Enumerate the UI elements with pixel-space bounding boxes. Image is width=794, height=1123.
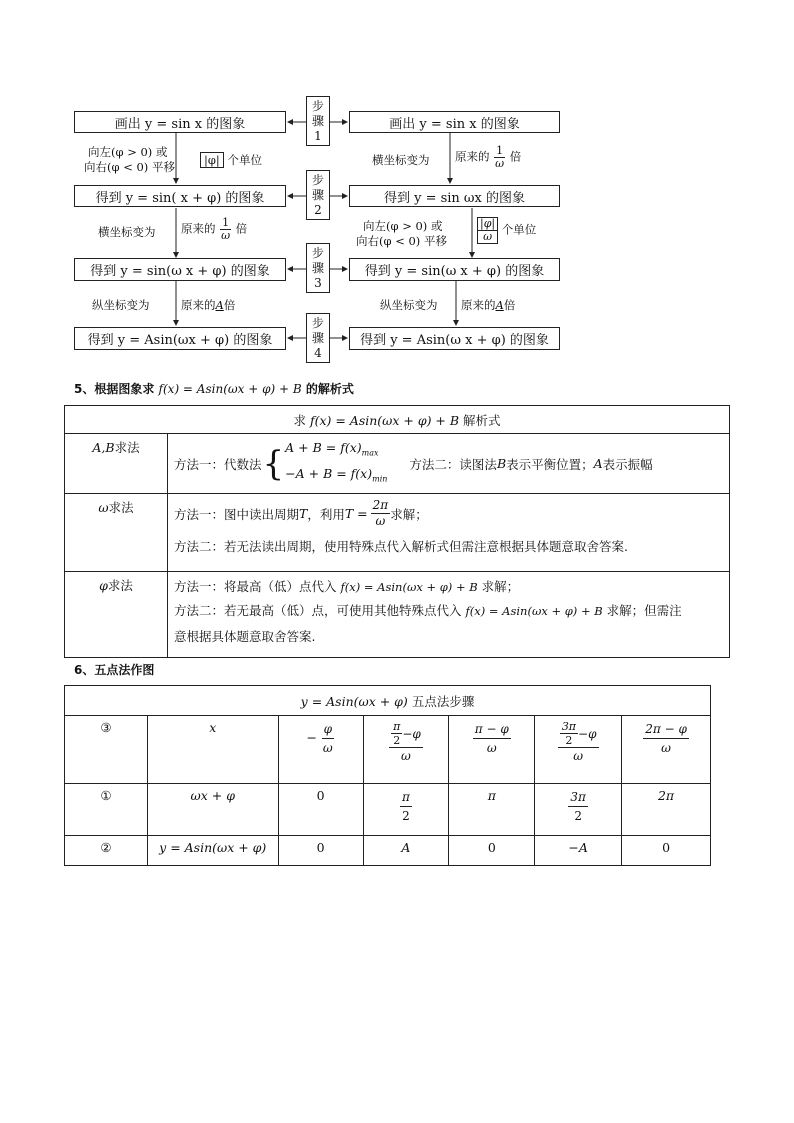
header-c4 [449, 716, 535, 784]
right-scale-x-prefix: 横坐标变为 [372, 153, 430, 167]
fraction [400, 788, 412, 825]
title-suffix: 五点法步骤 [411, 693, 475, 709]
fraction [493, 145, 506, 170]
row-content-ab [168, 434, 730, 494]
frac-den: ω [486, 741, 497, 755]
row1-c3 [363, 784, 449, 836]
row2-c1: y = Asin(ωx + φ) [147, 836, 278, 866]
inner-den: 2 [393, 734, 401, 747]
frac-den: ω [495, 157, 505, 170]
fraction [321, 720, 335, 757]
step-char: 骤 [311, 331, 324, 345]
header-c5 [535, 716, 622, 784]
row2-c5: −A [535, 836, 622, 866]
frac-den: ω [661, 741, 671, 755]
method1-prefix: 方法一：代数法 [174, 456, 262, 472]
row1-c6: 2π [622, 784, 711, 836]
frac-num: 1 [496, 144, 504, 157]
step-number: 2 [314, 203, 322, 217]
period-fraction [371, 498, 391, 529]
label-var: ω [98, 500, 109, 515]
header-c2 [278, 716, 363, 784]
row-label-omega [65, 494, 168, 572]
eq1-text: A + B = f(x) [285, 440, 362, 455]
frac-den: 2 [402, 809, 410, 823]
left-box-4: 得到 y = Asin(ωx + φ) 的图象 [74, 327, 286, 350]
frac-num: |φ| [480, 217, 496, 230]
row1-c4: π [449, 784, 535, 836]
fraction [568, 788, 588, 825]
frac-den: 2 [574, 809, 582, 823]
header-c6 [622, 716, 711, 784]
method1-suffix: 求解； [481, 579, 520, 594]
frac-num: φ [322, 720, 334, 739]
heading-formula: f(x) = Asin(ωx + φ) + B [158, 382, 302, 396]
var-a: A [593, 456, 603, 471]
method1-prefix: 方法一：图中读出周期 [174, 506, 300, 522]
fraction [219, 217, 232, 242]
scale-x-mid: 原来的 [455, 149, 490, 164]
method2-line2: 意根据具体题意取舍答案. [174, 629, 316, 644]
step-box-3 [306, 243, 330, 293]
section6-heading: 6、五点法作图 [74, 663, 155, 677]
row2-c0: ② [65, 836, 148, 866]
step-char: 骤 [311, 261, 324, 275]
title-formula: y = Asin(ωx + φ) [300, 693, 408, 709]
row-content-phi [168, 572, 730, 658]
title-suffix: 解析式 [463, 412, 501, 428]
inner-num: 3π [561, 720, 577, 733]
method2-formula: f(x) = Asin(ωx + φ) + B [465, 604, 603, 618]
shift-amount: |φ| [200, 152, 224, 168]
left-scale-x-prefix: 横坐标变为 [98, 225, 156, 239]
label-text: 求法 [107, 578, 133, 593]
method2-suffix: 表示振幅 [602, 456, 653, 472]
scale-y-value: A [215, 298, 224, 312]
left-box-2: 得到 y = sin( x + φ) 的图象 [74, 185, 286, 207]
frac-den: ω [375, 514, 386, 528]
frac-den: ω [483, 230, 493, 243]
right-box-2: 得到 y = sin ωx 的图象 [349, 185, 560, 207]
row2-c4: 0 [449, 836, 535, 866]
step-char: 步 [311, 316, 324, 330]
step-char: 骤 [311, 114, 324, 128]
section5-heading [74, 380, 354, 397]
fraction [389, 720, 423, 764]
right-box-3: 得到 y = sin(ω x + φ) 的图象 [349, 258, 560, 281]
equation-1 [285, 438, 387, 464]
frac-den: ω [401, 749, 411, 763]
right-shift-unit [477, 217, 536, 244]
right-shift-line1: 向左(φ > 0) 或 [363, 219, 443, 233]
row-content-omega [168, 494, 730, 572]
fraction [473, 720, 511, 757]
scale-x-suffix: 倍 [235, 221, 248, 236]
row2-c2: 0 [278, 836, 363, 866]
heading-suffix: 的解析式 [305, 382, 354, 396]
num-tail: −φ [578, 726, 597, 741]
method2-text: 方法二：若无法读出周期，使用特殊点代入解析式但需注意根据具体题意取舍答案. [174, 539, 628, 554]
frac-den: ω [573, 749, 584, 763]
inner-den: 2 [565, 734, 573, 747]
step-number: 3 [314, 276, 322, 290]
scale-y-value: A [495, 298, 504, 312]
scale-y-suffix: 倍 [503, 298, 516, 312]
scale-y-text: 原来的 [461, 298, 496, 312]
method2-prefix: 方法二：读图法 [409, 456, 497, 472]
label-var: A,B [92, 440, 115, 455]
sign: − [306, 730, 317, 745]
var-t: T [299, 506, 308, 521]
method1-formula: f(x) = Asin(ωx + φ) + B [340, 580, 478, 594]
fraction [477, 217, 498, 244]
step-char: 步 [311, 246, 324, 260]
method2-suffix: 求解；但需注 [606, 603, 682, 618]
title-formula: f(x) = Asin(ωx + φ) + B [309, 412, 460, 428]
step-box-4 [306, 313, 330, 363]
step-box-1 [306, 96, 330, 146]
frac-num: 2π [372, 498, 389, 512]
step-char: 步 [311, 173, 324, 187]
scale-y-suffix: 倍 [223, 298, 236, 312]
right-scale-y-prefix: 纵坐标变为 [380, 298, 438, 312]
left-scale-y [181, 297, 235, 313]
step-number: 1 [314, 129, 322, 143]
step-char: 步 [311, 99, 324, 113]
row-label-phi [65, 572, 168, 658]
left-shift-line2: 向右(φ < 0) 平移 [84, 160, 175, 174]
method2-mid: 表示平衡位置； [506, 456, 594, 472]
step-box-2 [306, 170, 330, 220]
left-scale-x [181, 217, 247, 242]
shift-unit-suffix: 个单位 [227, 153, 262, 167]
eq1-sub: max [361, 448, 379, 458]
row2-c6: 0 [622, 836, 711, 866]
heading-prefix: 5、根据图象求 [74, 382, 155, 396]
frac-num: π [400, 788, 412, 807]
fraction [558, 720, 599, 764]
step-char: 骤 [311, 188, 324, 202]
scale-x-mid: 原来的 [181, 221, 216, 236]
header-c0: ③ [65, 716, 148, 784]
equation-2 [285, 464, 387, 490]
frac-num: 2π − φ [643, 720, 689, 739]
label-text: 求法 [114, 440, 140, 455]
header-c3 [363, 716, 449, 784]
method1-suffix: 求解； [390, 506, 428, 522]
row-label-ab [65, 434, 168, 494]
fraction [643, 720, 689, 757]
row1-c2: 0 [278, 784, 363, 836]
row2-c3: A [363, 836, 449, 866]
five-point-table [64, 685, 711, 866]
method1-mid: ，利用 [307, 506, 345, 522]
right-scale-y [461, 297, 515, 313]
row1-c0: ① [65, 784, 148, 836]
label-text: 求法 [108, 500, 134, 515]
frac-num: 3π [568, 788, 588, 807]
inner-num: π [393, 720, 401, 733]
frac-num: 1 [222, 216, 230, 229]
var-b: B [496, 456, 507, 471]
right-box-1: 画出 y = sin x 的图象 [349, 111, 560, 133]
method1-prefix: 方法一：将最高（低）点代入 [174, 579, 337, 594]
scale-y-text: 原来的 [181, 298, 216, 312]
header-c1: x [147, 716, 278, 784]
left-scale-y-prefix: 纵坐标变为 [92, 298, 150, 312]
frac-num [558, 720, 599, 748]
title-prefix: 求 [293, 412, 306, 428]
shift-suffix: 个单位 [501, 222, 537, 237]
row1-c5 [535, 784, 622, 836]
eq2-text: −A + B = f(x) [285, 465, 373, 481]
frac-den: ω [322, 741, 333, 755]
right-box-4: 得到 y = Asin(ω x + φ) 的图象 [349, 327, 560, 350]
analysis-table-title [65, 406, 730, 434]
right-shift-line2: 向右(φ < 0) 平移 [356, 234, 447, 248]
row1-c1: ωx + φ [147, 784, 278, 836]
left-shift-line1: 向左(φ > 0) 或 [88, 145, 168, 159]
equation-system [285, 438, 387, 489]
brace-icon: { [262, 443, 285, 484]
right-scale-x [455, 145, 521, 170]
method2-prefix: 方法二：若无最高（低）点，可使用其他特殊点代入 [174, 603, 462, 618]
inner-fraction [391, 720, 402, 747]
left-box-3: 得到 y = sin(ω x + φ) 的图象 [74, 258, 286, 281]
label-var: φ [99, 578, 108, 593]
analysis-table [64, 405, 730, 658]
left-shift-unit [200, 152, 262, 168]
eq2-sub: min [372, 474, 388, 483]
period-eq: T = [344, 506, 368, 521]
frac-num: π − φ [473, 720, 511, 739]
left-box-1: 画出 y = sin x 的图象 [74, 111, 286, 133]
num-tail: −φ [402, 726, 421, 741]
frac-den: ω [221, 229, 231, 242]
scale-x-suffix: 倍 [509, 149, 522, 164]
inner-fraction [560, 720, 578, 747]
step-number: 4 [314, 346, 322, 360]
frac-num [389, 720, 423, 748]
five-point-title [65, 686, 711, 716]
